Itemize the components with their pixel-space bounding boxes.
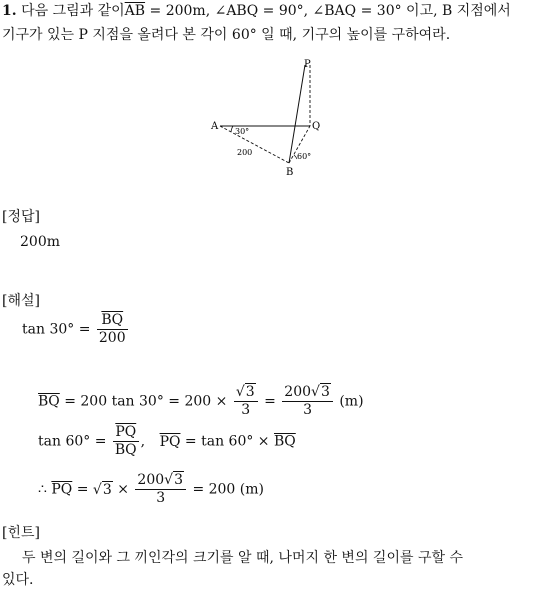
side-label-ab: 200 — [237, 148, 253, 157]
angle-label-b: 60° — [297, 152, 312, 161]
eq4-num: 200 — [137, 472, 165, 488]
eq2-fraction-2: $\frac{200√3}{3}$ — [282, 384, 333, 419]
equation-1 — [22, 312, 130, 347]
eq4-result: = 200 (m) — [192, 481, 264, 498]
eq1-denominator: 200 — [98, 330, 126, 346]
angle-label-a: 30° — [235, 127, 250, 136]
geometry-figure — [200, 55, 330, 180]
eq1-numerator: $\overline{BQ}$ — [101, 312, 124, 328]
problem-line-2: 기구가 있는 P 지점을 올려다 본 각이 60° 일 때, 기구의 높이를 구하여라. — [2, 27, 451, 43]
eq1-lhs: tan 30° = — [22, 321, 91, 338]
eq2-num2-radicand: 3 — [320, 384, 330, 400]
eq4-times: × — [117, 481, 129, 498]
eq2-fraction-1: $\frac{√3}{3}$ — [234, 384, 258, 419]
eq3-fraction — [113, 424, 139, 459]
eq4-den: 3 — [156, 490, 166, 506]
problem-number: 1. — [2, 3, 17, 19]
equation-3 — [38, 424, 296, 459]
eq2-equals: = — [264, 393, 276, 410]
problem-line-1 — [2, 2, 511, 20]
eq3-pq: $\overline{PQ}$ — [159, 433, 181, 450]
hint-heading: [힌트] — [2, 525, 40, 541]
eq4-num-radicand: 3 — [174, 472, 183, 488]
eq3-numerator: $\overline{PQ}$ — [115, 424, 137, 440]
eq4-therefore: ∴ — [38, 481, 47, 498]
eq1-fraction — [97, 312, 128, 347]
label-b: B — [286, 167, 294, 178]
angle-arc-a — [231, 126, 233, 132]
hint-line-2: 있다. — [2, 572, 34, 588]
solution-heading: [해설] — [2, 293, 40, 309]
equation-2 — [38, 384, 364, 419]
problem-text-b: = 200m, ∠ABQ = 90°, ∠BAQ = 30° 이고, B 지점에서 — [145, 3, 511, 19]
eq4-radicand: 3 — [102, 481, 112, 498]
eq2-unit: (m) — [339, 393, 364, 410]
eq4-eq: = — [72, 481, 89, 498]
label-p: P — [304, 59, 311, 70]
eq3-denominator: BQ — [114, 442, 137, 458]
answer-heading: [정답] — [2, 209, 40, 225]
eq2-mid: = 200 tan 30° = 200 × — [59, 393, 228, 410]
hint-line-1: 두 변의 길이와 그 끼인각의 크기를 알 때, 나머지 한 변의 길이를 구할 수 — [22, 550, 463, 566]
eq3-lhs: tan 60° = — [38, 433, 107, 450]
eq4-fraction: $\frac{200√3}{3}$ — [135, 472, 186, 507]
eq3-mid: = tan 60° × — [180, 433, 270, 450]
equation-4: ∴ $\overline{PQ} = √3$ × $\frac{200√3}{3}$ = 200 (m) — [38, 472, 264, 506]
answer-value: 200m — [20, 234, 60, 250]
label-q: Q — [312, 121, 321, 132]
eq2-lhs: $\overline{BQ}$ — [38, 393, 60, 410]
eq2-num2: 200 — [284, 384, 312, 400]
label-a: A — [211, 121, 219, 132]
eq2-den: 3 — [241, 402, 251, 418]
segment-ab: $\overline{AB}$ — [124, 3, 146, 19]
eq2-num-radicand: 3 — [245, 384, 255, 400]
eq2-den2: 3 — [303, 402, 313, 418]
eq3-bq: $\overline{BQ}$ — [274, 433, 296, 450]
eq3-comma: , — [140, 433, 146, 450]
eq4-pq: $\overline{PQ}$ — [51, 481, 73, 498]
problem-text-a: 다음 그림과 같이 — [21, 3, 125, 19]
